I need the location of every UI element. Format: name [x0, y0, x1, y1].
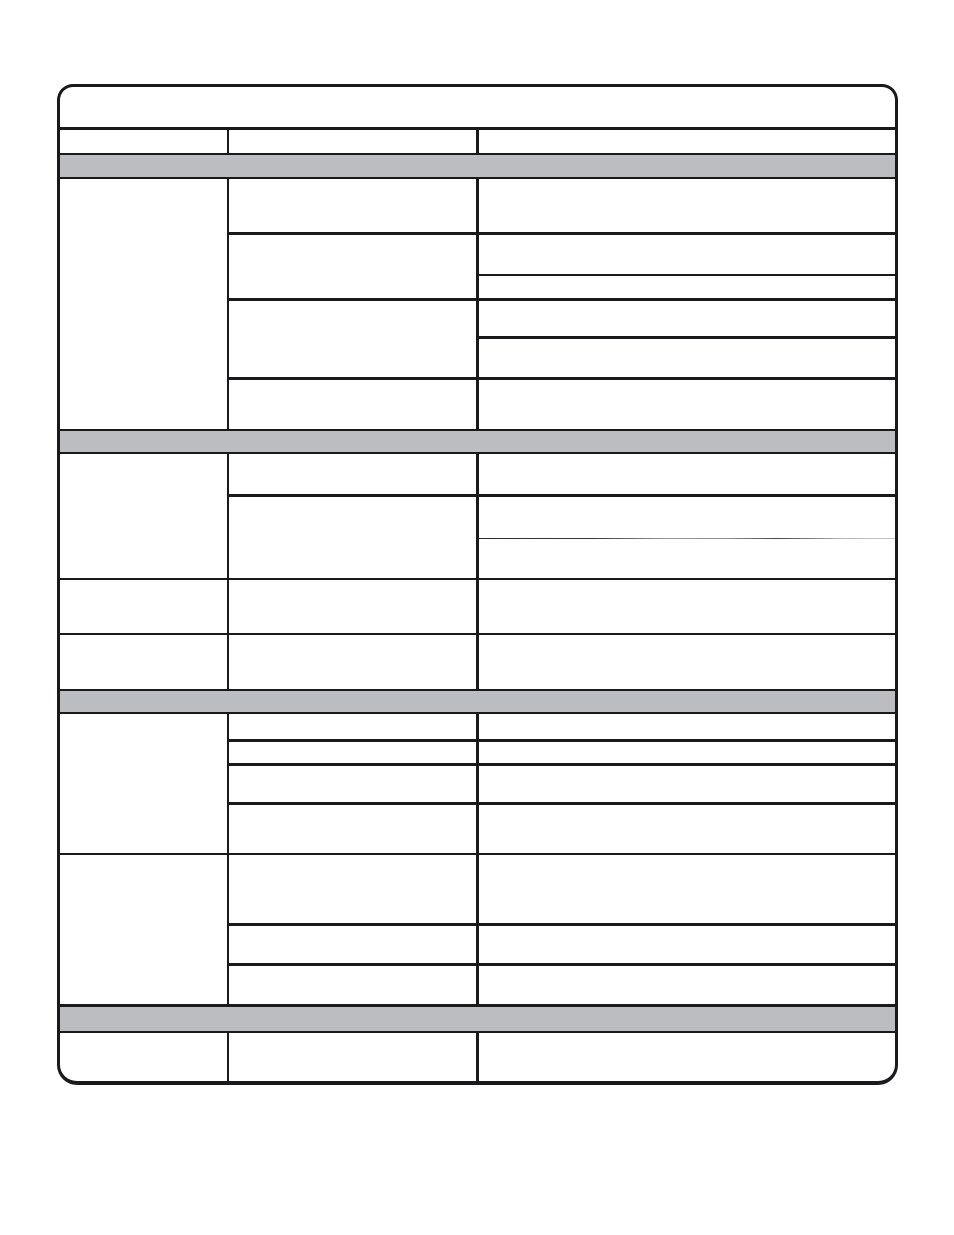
s3-cause-cell-3	[231, 766, 476, 802]
s3-solution-cell-2	[481, 742, 893, 763]
s1-solution-cell-3	[481, 276, 893, 298]
s1-solution-cell-6	[481, 380, 893, 429]
s1-cause-cell-4	[231, 380, 476, 429]
s2-problem-cell-1	[60, 454, 227, 578]
s2-cause-cell-4	[231, 635, 476, 689]
column-divider-1-section-3	[227, 714, 229, 1004]
column-divider-2-section-4	[476, 1033, 479, 1081]
column-divider-2-section-2	[476, 454, 479, 689]
s3-cause-cell-7	[231, 966, 476, 1004]
column-divider-1-section-1	[227, 179, 229, 429]
s1-problem-cell	[60, 179, 227, 429]
s2-problem-cell-2	[60, 580, 227, 633]
s2-solution-cell-4	[481, 580, 893, 633]
s2-cause-cell-2	[231, 497, 476, 578]
section-band-2	[60, 429, 895, 454]
s3-solution-cell-4	[481, 805, 893, 853]
s2-solution-cell-2	[481, 497, 893, 538]
s2-cause-cell-1	[231, 454, 476, 494]
troubleshooting-chart-table	[57, 84, 898, 1085]
s2-cause-cell-3	[231, 580, 476, 633]
column-divider-1-section-2	[227, 454, 229, 689]
s2-solution-cell-5	[481, 635, 893, 689]
s3-solution-cell-6	[481, 926, 893, 963]
s3-problem-cell-2	[60, 855, 227, 1004]
header-problem-cell	[60, 127, 227, 153]
s1-solution-cell-1	[481, 179, 893, 232]
column-divider-2-section-3	[476, 714, 479, 1004]
s3-cause-cell-4	[231, 805, 476, 853]
chart-title-cell	[60, 87, 895, 127]
s3-cause-cell-5	[231, 855, 476, 923]
header-solution-cell	[481, 127, 893, 153]
s1-solution-cell-4	[481, 301, 893, 336]
s1-cause-cell-1	[231, 179, 476, 232]
section-band-1	[60, 153, 895, 179]
s3-problem-cell-1	[60, 714, 227, 853]
s4-problem-cell	[60, 1033, 227, 1081]
s3-solution-cell-3	[481, 766, 893, 802]
s3-solution-cell-7	[481, 966, 893, 1004]
section-band-4	[60, 1004, 895, 1033]
column-divider-2-header	[476, 127, 479, 153]
s1-solution-cell-2	[481, 235, 893, 274]
s2-problem-cell-3	[60, 635, 227, 689]
s3-solution-cell-1	[481, 714, 893, 739]
s2-solution-cell-3	[481, 539, 893, 578]
s1-cause-cell-3	[231, 301, 476, 377]
column-divider-2-section-1	[476, 179, 479, 429]
s3-cause-cell-2	[231, 742, 476, 763]
s1-cause-cell-2	[231, 235, 476, 298]
section-band-3	[60, 689, 895, 714]
s3-cause-cell-1	[231, 714, 476, 739]
s4-cause-cell	[231, 1033, 476, 1081]
column-divider-1-header	[227, 127, 229, 153]
s2-solution-cell-1	[481, 454, 893, 494]
s1-solution-cell-5	[481, 339, 893, 377]
column-divider-1-section-4	[227, 1033, 229, 1081]
s4-solution-cell	[481, 1033, 893, 1081]
s3-cause-cell-6	[231, 926, 476, 963]
header-cause-cell	[231, 127, 476, 153]
s3-solution-cell-5	[481, 855, 893, 923]
